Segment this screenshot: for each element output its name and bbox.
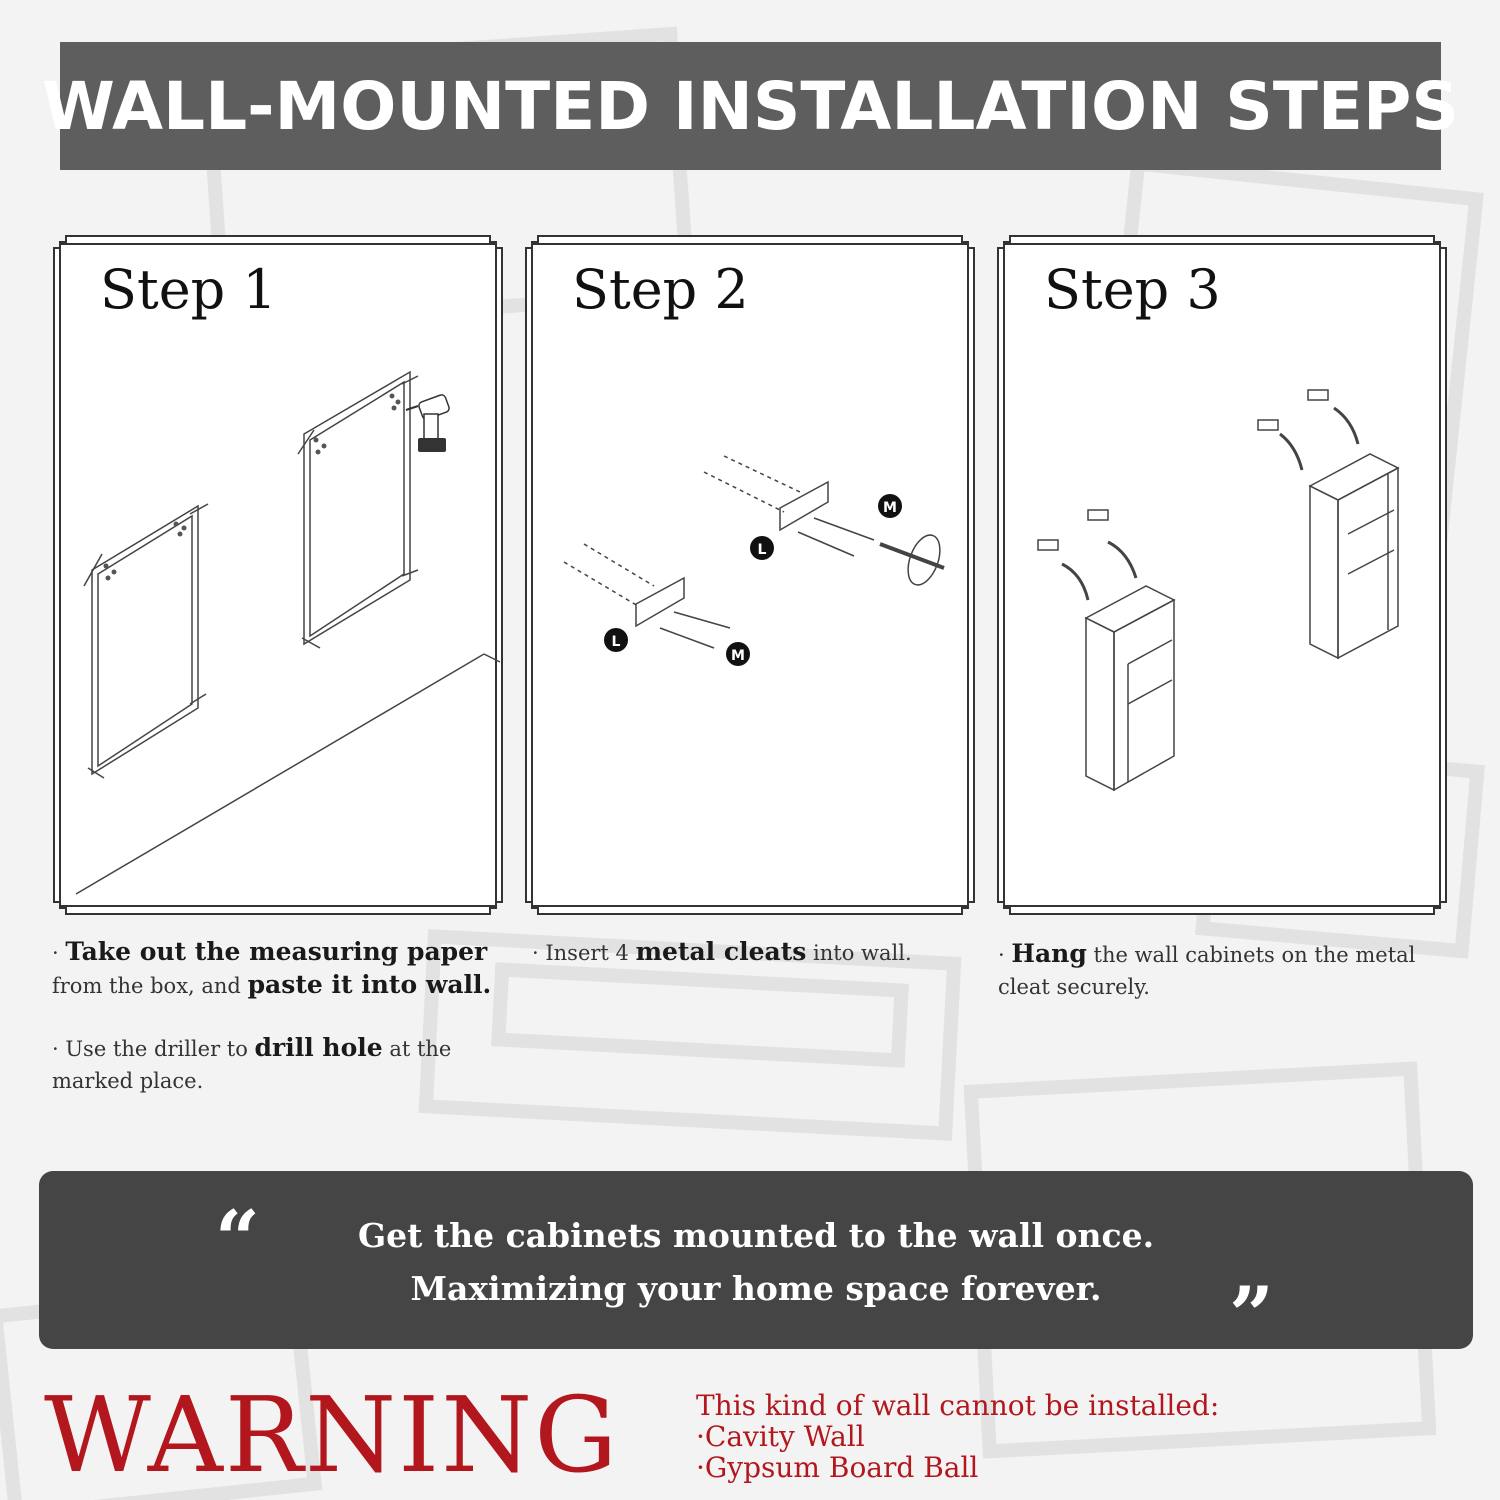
step-label: Step 1 (100, 258, 277, 321)
quote-line-1: Get the cabinets mounted to the wall once. (357, 1216, 1155, 1255)
step-3-panel (996, 234, 1448, 916)
warning-item: ·Cavity Wall (696, 1420, 865, 1453)
step-label: Step 3 (1044, 258, 1221, 321)
warning-subheading: This kind of wall cannot be installed: (696, 1389, 1220, 1422)
warning-item: ·Gypsum Board Ball (696, 1451, 979, 1484)
svg-text:L: L (611, 634, 621, 650)
badge-l-icon (604, 536, 774, 652)
page-title: WALL-MOUNTED INSTALLATION STEPS (42, 67, 1459, 145)
step-2-panel (524, 234, 976, 916)
cleat-insertion-illustration (524, 234, 976, 916)
caption-paragraph: · Hang the wall cabinets on the metal cleat securely. (998, 939, 1416, 999)
quote-line-2: Maximizing your home space forever. (410, 1269, 1102, 1308)
title-bar (42, 42, 1459, 170)
step-label: Step 2 (572, 258, 749, 321)
caption-paragraph: · Use the driller to drill hole at the marked place. (52, 1033, 452, 1093)
step-2-caption (532, 936, 952, 999)
svg-text:M: M (731, 648, 745, 664)
warning-heading: WARNING (44, 1374, 620, 1496)
quote-banner (39, 1171, 1473, 1361)
step-1-panel (52, 234, 504, 916)
svg-text:L: L (757, 542, 767, 558)
svg-text:M: M (883, 500, 897, 516)
cabinet-hanging-illustration (996, 234, 1448, 916)
caption-paragraph: · Insert 4 metal cleats into wall. (532, 937, 912, 966)
wall-measuring-illustration (52, 234, 504, 916)
badge-m-icon (726, 494, 902, 666)
caption-paragraph: · Take out the measuring paper from the box, and paste it into wall. (52, 937, 492, 999)
warning-list (696, 1390, 1219, 1483)
close-quote-icon: ” (1229, 1270, 1274, 1361)
step-3-caption (998, 938, 1438, 1033)
open-quote-icon: “ (215, 1194, 260, 1285)
step-1-caption (52, 936, 502, 1127)
drill-icon (406, 394, 450, 452)
